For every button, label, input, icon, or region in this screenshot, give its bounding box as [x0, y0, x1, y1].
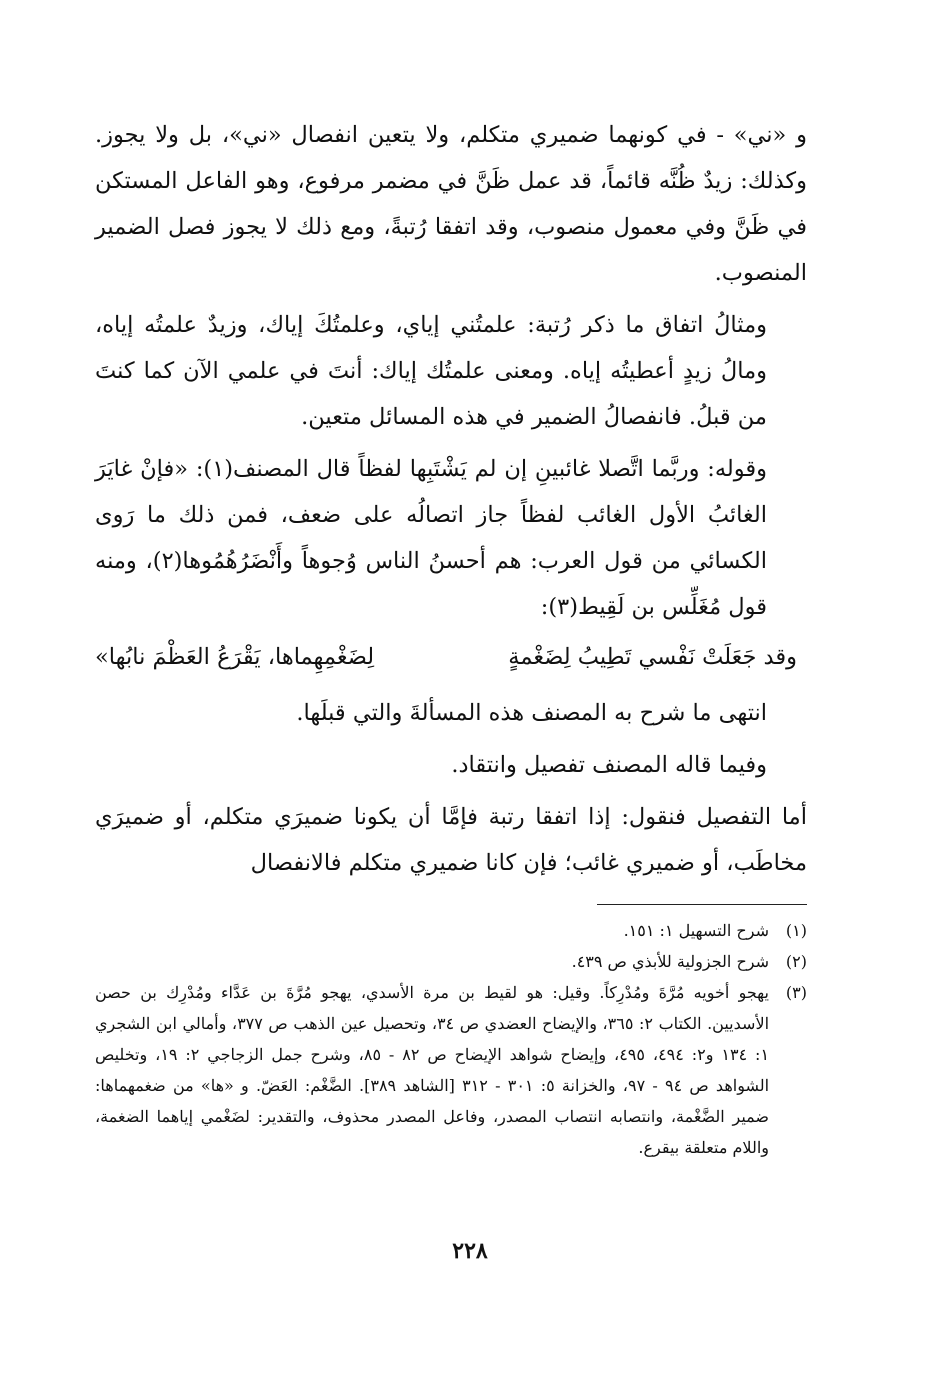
footnote-number: (٢): [785, 952, 807, 971]
paragraph-6: أما التفصيل فنقول: إذا اتفقا رتبة فإمَّا أن يكونا ضميرَي متكلم، أو ضميرَي مخاطَب، أو ضميري غائب؛ فإن كانا ضميري متكلم فالانفصال: [95, 804, 807, 876]
footnote-number: (٣): [785, 983, 807, 1002]
paragraph-3: وقوله: وربَّما اتَّصلا غائبينِ إن لم يَشْتَبِها لفظاً قال المصنف(١): «فإنْ غايَرَ الغائبُ الأول الغائب لفظاً جاز اتصالُه على ضعف، فمن ذلك ما رَوى الكسائي من قول العرب: هم أحسنُ الناس وُجوهاً وأَنْضَرُهُمُوها(٢)، ومنه قول مُغَلِّس بن لَقِيط(٣):: [95, 456, 767, 620]
footnote-1: [95, 915, 807, 946]
verse-second-hemistich: لِضَغْمِهِماها، يَقْرَعُ العَظْمَ نابُها»: [95, 644, 375, 670]
footnote-3: [95, 977, 807, 1163]
verse-first-hemistich: وقد جَعَلَتْ نَفْسي تَطِيبُ لِضَغْمةٍ: [508, 644, 797, 670]
footnote-number: (١): [785, 921, 807, 940]
main-text-continued: [95, 690, 807, 886]
footnote-text: شرح الجزولية للأبذي ص ٤٣٩.: [571, 952, 769, 971]
paragraph-4: انتهى ما شرح به المصنف هذه المسألةَ والتي قبلَها.: [296, 700, 767, 726]
page-content: [95, 112, 807, 1163]
footnotes: [95, 915, 807, 1163]
main-text: [95, 112, 807, 630]
paragraph-2: ومثالُ اتفاق ما ذكر رُتبة: علمتُني إياي، وعلمتُكَ إياك، وزيدٌ علمتُه إياه، ومالُ زيدٍ أعطيتُه إياه. ومعنى علمتُك إياك: أنتَ في علمي الآن كما كنتَ من قبلُ. فانفصالُ الضمير في هذه المسائل متعين.: [95, 312, 767, 430]
poetry-verse: [95, 634, 807, 680]
page-number: ٢٢٨: [452, 1238, 488, 1264]
footnote-text: شرح التسهيل ١: ١٥١.: [623, 921, 769, 940]
paragraph-1: و «ني» - في كونهما ضميري متكلم، ولا يتعين انفصال «ني»، بل ولا يجوز. وكذلك: زيدٌ ظُنَّه قائماً، قد عمل ظَنَّ في مضمر مرفوع، وهو الفاعل المستكن في ظَنَّ وفي معمول منصوب، وقد اتفقا رُتبةً، ومع ذلك لا يجوز فصل الضمير المنصوب.: [95, 122, 807, 286]
paragraph-5: وفيما قاله المصنف تفصيل وانتقاد.: [451, 752, 767, 778]
footnote-text: يهجو أخويه مُرَّةَ ومُدْرِكاً. وقيل: هو لقيط بن مرة الأسدي، يهجو مُرَّةَ بن عَدَّاء ومُدْرِك بن حصن الأسديين. الكتاب ٢: ٣٦٥، والإيضاح العضدي ص ٣٤، وتحصيل عين الذهب ص ٣٧٧، وأمالي ابن الشجري ١: ١٣٤ و٢: ٤٩٤، ٤٩٥، وإيضاح شواهد الإيضاح ص ٨٢ - ٨٥، وشرح جمل الزجاجي ٢: ١٩، وتخليص الشواهد ص ٩٤ - ٩٧، والخزانة ٥: ٣٠١ - ٣١٢ [الشاهد ٣٨٩]. الضَّغْم: العَضّ. و «ها» من ضغمهماها: ضمير الضَّغْمة، وانتصابه انتصاب المصدر، وفاعل المصدر محذوف، والتقدير: لضَغْمي إياهما الضغمة، واللام متعلقة بيقرع.: [95, 983, 770, 1157]
footnote-divider: [597, 904, 807, 905]
footnote-2: [95, 946, 807, 977]
